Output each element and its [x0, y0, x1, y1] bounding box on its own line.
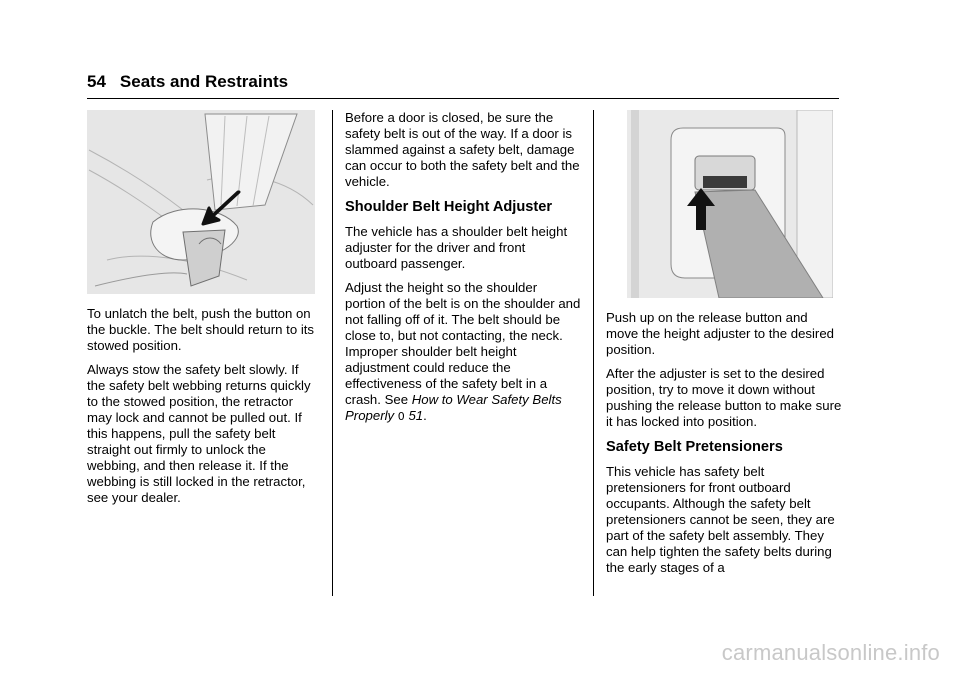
pretensioners-heading: Safety Belt Pretensioners — [606, 439, 783, 455]
page-number: 54 — [87, 72, 106, 91]
stow-paragraph: Always stow the safety belt slowly. If the safety belt webbing returns quickly to the stowed position, the retractor may lock and cannot be pulled out. If this happens, pull the safety belt straight out firmly to unlock the webbing, and then release it. If the webbing is still locked in the retractor, see your dealer. — [87, 362, 311, 505]
column-divider-1 — [332, 110, 333, 596]
door-paragraph: Before a door is closed, be sure the safety belt is out of the way. If a door is slammed against a safety belt, damage can occur to both the safety belt and the vehicle. — [345, 110, 580, 189]
locked-paragraph: After the adjuster is set to the desired position, try to move it down without pushing the release button to make sure it has locked into position. — [606, 366, 842, 429]
pretensioners-paragraph: This vehicle has safety belt pretensioners for front outboard occupants. Although the safety belt pretensioners cannot be seen, they are part of the safety belt assembly. They can help tighten the safety belts during the early stages of a — [606, 464, 835, 575]
column-3 — [606, 110, 842, 584]
shoulder-belt-heading: Shoulder Belt Height Adjuster — [345, 199, 553, 215]
column-1 — [87, 110, 319, 514]
header-rule — [87, 98, 839, 99]
page-ref-symbol: 0 — [397, 410, 405, 423]
push-up-paragraph: Push up on the release button and move the height adjuster to the desired position. — [606, 310, 834, 357]
unlatch-paragraph: To unlatch the belt, push the button on the buckle. The belt should return to its stowed position. — [87, 306, 315, 353]
section-title: Seats and Restraints — [119, 72, 289, 91]
column-2 — [345, 110, 581, 433]
adjust-height-paragraph: Adjust the height so the shoulder portion of the belt is on the shoulder and not falling off of it. The belt should be close to, but not contacting, the neck. Improper shoulder belt height adjustment could reduce the effectiveness of the safety belt in a crash. See How to Wear Safety Belts Properly 0 51. — [345, 280, 581, 423]
buckle-release-arrow-illustration-icon — [87, 110, 315, 294]
adjuster-intro-paragraph: The vehicle has a shoulder belt height adjuster for the driver and front outboard passenger. — [345, 224, 568, 271]
column-divider-2 — [593, 110, 594, 596]
page-header — [87, 70, 839, 94]
watermark-text: carmanualsonline.info — [721, 640, 940, 665]
cross-reference-link[interactable]: How to Wear Safety Belts Properly — [345, 392, 562, 423]
page-reference[interactable]: 51 — [408, 408, 424, 423]
height-adjuster-arrow-illustration-icon — [627, 110, 833, 298]
